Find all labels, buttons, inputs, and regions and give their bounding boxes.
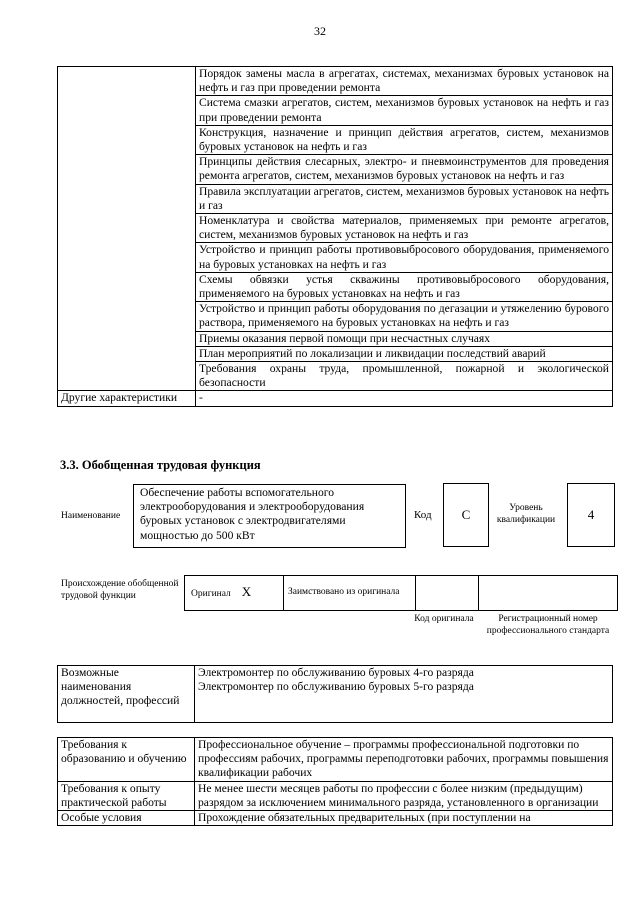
borrowed-cell: Заимствовано из оригинала bbox=[284, 576, 416, 611]
knowledge-table bbox=[57, 66, 613, 407]
name-label: Наименование bbox=[61, 511, 121, 521]
table-cell: План мероприятий по локализации и ликвидации последствий аварий bbox=[196, 346, 613, 361]
requirement-label: Требования к образованию и обучению bbox=[58, 738, 195, 782]
table-cell: Требования охраны труда, промышленной, пожарной и экологической безопасности bbox=[196, 362, 613, 391]
code-value-box bbox=[443, 483, 489, 547]
section-heading: 3.3. Обобщенная трудовая функция bbox=[60, 458, 261, 472]
table-cell: Устройство и принцип работы противовыбросового оборудования, применяемого на буровых установках на нефть и газ bbox=[196, 243, 613, 272]
requirement-label: Требования к опыту практической работы bbox=[58, 781, 195, 810]
table-row bbox=[58, 391, 613, 406]
code-label: Код bbox=[414, 509, 432, 521]
names-label: Возможные наименования должностей, профессий bbox=[58, 666, 195, 723]
level-label: Уровень квалификации bbox=[496, 503, 556, 525]
table-row bbox=[58, 781, 613, 810]
table-cell: Система смазки агрегатов, систем, механизмов буровых установок на нефть и газ при проведении ремонта bbox=[196, 96, 613, 125]
names-table bbox=[57, 665, 613, 723]
level-value-box bbox=[567, 483, 615, 547]
code-value: С bbox=[461, 507, 471, 522]
reg-number-caption: Регистрационный номер профессионального стандарта bbox=[486, 614, 610, 636]
origin-table bbox=[184, 575, 618, 611]
requirement-value: Прохождение обязательных предварительных (при поступлении на bbox=[195, 811, 613, 826]
origin-label: Происхождение обобщенной трудовой функции bbox=[61, 579, 179, 601]
other-value: - bbox=[196, 391, 613, 406]
table-row bbox=[58, 811, 613, 826]
level-value: 4 bbox=[587, 507, 595, 522]
table-row bbox=[58, 67, 613, 96]
table-cell: Конструкция, назначение и принцип действия агрегатов, систем, механизмов буровых установок на нефть и газ bbox=[196, 125, 613, 154]
table-cell: Принципы действия слесарных, электро- и пневмоинструментов для проведения ремонта агрегатов, систем, механизмов буровых установок на нефть и газ bbox=[196, 155, 613, 184]
original-cell bbox=[185, 576, 284, 611]
name-value: Обеспечение работы вспомогательного электрооборудования и электрооборудования буровых установок с электродвигателями мощностью до 500 кВт bbox=[140, 486, 365, 542]
code-original-cell bbox=[416, 576, 479, 611]
table-row bbox=[58, 738, 613, 782]
code-original-caption: Код оригинала bbox=[414, 614, 474, 624]
original-mark: X bbox=[241, 584, 252, 600]
empty-label-cell bbox=[58, 67, 196, 391]
list-item: Электромонтер по обслуживанию буровых 4-го разряда bbox=[198, 666, 474, 679]
requirement-value: Не менее шести месяцев работы по профессии с более низким (предыдущим) разрядом за исключением минимального разряда, установленного в организации bbox=[195, 781, 613, 810]
name-value-box bbox=[133, 484, 406, 548]
names-value-cell bbox=[195, 666, 613, 723]
page-number: 32 bbox=[314, 24, 326, 38]
list-item: Электромонтер по обслуживанию буровых 5-го разряда bbox=[198, 680, 474, 694]
other-label: Другие характеристики bbox=[58, 391, 196, 406]
table-cell: Схемы обвязки устья скважины противовыбросового оборудования, применяемого на буровых установках на нефть и газ bbox=[196, 272, 613, 301]
requirements-table bbox=[57, 737, 613, 826]
original-label: Оригинал bbox=[191, 589, 231, 600]
table-cell: Порядок замены масла в агрегатах, системах, механизмах буровых установок на нефть и газ при проведении ремонта bbox=[196, 67, 613, 96]
table-row bbox=[58, 666, 613, 723]
table-cell: Устройство и принцип работы оборудования по дегазации и утяжелению бурового раствора, применяемого на буровых установках на нефть и газ bbox=[196, 302, 613, 331]
table-cell: Приемы оказания первой помощи при несчастных случаях bbox=[196, 331, 613, 346]
table-cell: Номенклатура и свойства материалов, применяемых при ремонте агрегатов, систем, механизмов буровых установок на нефть и газ bbox=[196, 214, 613, 243]
requirement-value: Профессиональное обучение – программы профессиональной подготовки по профессиям рабочих, программы переподготовки рабочих, программы повышения квалификации рабочих bbox=[195, 738, 613, 782]
requirement-label: Особые условия bbox=[58, 811, 195, 826]
table-cell: Правила эксплуатации агрегатов, систем, механизмов буровых установок на нефть и газ bbox=[196, 184, 613, 213]
reg-number-cell bbox=[479, 576, 618, 611]
